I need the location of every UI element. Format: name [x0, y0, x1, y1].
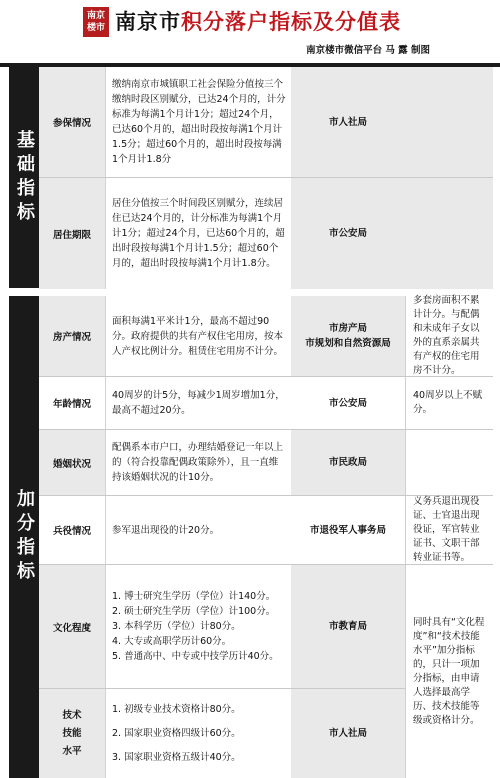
row-note-text: 义务兵退出现役证、士官退出现役证，军官转业证书、文职干部转业证书等。	[413, 496, 480, 563]
table-row	[39, 377, 493, 430]
row-label: 居住期限	[52, 229, 91, 241]
table-row	[39, 67, 493, 177]
row-department-primary: 市房产局	[328, 323, 367, 334]
row-department	[291, 296, 405, 376]
row-note-text: 多套房面积不累计计分。与配偶和未成年子女以外的直系亲属共有产权的住宅用房不计分。	[413, 295, 480, 376]
row-department: 市人社局	[328, 116, 367, 128]
skill-points-list	[112, 698, 287, 770]
list-item: 2. 国家职业资格四级计60分。	[112, 727, 241, 739]
row-department: 市人社局	[328, 728, 367, 739]
education-points-list	[112, 589, 287, 664]
table-row	[39, 177, 493, 289]
merged-note-text: 同时具有“文化程度”和“技术技能水平”加分指标的，只计一项加分指标，由申请人选择最高学历、技术技能等级或资格计分。	[413, 616, 485, 726]
row-label-line: 水平	[62, 745, 82, 757]
row-note	[405, 430, 493, 495]
row-description	[105, 689, 291, 778]
logo-line-1: 南京	[86, 11, 105, 21]
row-description-text: 参军退出现役的计20分。	[112, 524, 220, 536]
merged-note	[405, 565, 493, 778]
row-label: 参保情况	[52, 118, 91, 129]
category-bonus	[9, 296, 39, 778]
table-row	[39, 430, 493, 496]
page-header	[0, 0, 500, 62]
row-label: 兵役情况	[52, 526, 91, 537]
table-row	[39, 296, 493, 377]
row-description	[105, 430, 291, 495]
row-note	[405, 377, 493, 429]
row-label: 文化程度	[52, 622, 91, 634]
row-department: 市民政局	[328, 457, 367, 468]
row-label: 房产情况	[52, 332, 91, 343]
row-department-secondary: 市规划和自然资源局	[305, 338, 391, 349]
category-basic	[9, 67, 39, 288]
row-label-line: 技能	[62, 727, 82, 739]
row-description	[105, 496, 291, 564]
title-black-part: 南京市	[115, 10, 181, 34]
page-title	[115, 6, 401, 36]
row-note-text: 40周岁以上不赋分。	[413, 390, 483, 415]
row-department: 市公安局	[328, 228, 367, 239]
title-red-part: 积分落户指标及分值表	[181, 10, 401, 34]
list-item: 3. 本科学历（学位）计80分。	[112, 621, 241, 632]
row-department: 市退役军人事务局	[309, 524, 386, 536]
row-description-text: 面积每满1平米计1分，最高不超过90分。政府提供的共有产权住宅用房，按本人产权比例计分。租赁住宅用房不计分。	[112, 315, 284, 357]
row-label: 婚姻状况	[52, 458, 91, 470]
table-row	[39, 496, 493, 565]
list-item: 1. 初级专业技术资格计80分。	[112, 703, 241, 715]
row-description-text: 居住分值按三个时间段区别赋分，连续居住已达24个月的，计分标准为每满1个月计1分；超过24个月，已达60个月的，超出时段按每满1个月计1.5分；超过60个月的，超出时段按每满1个月计1.8分。	[112, 198, 285, 269]
row-description	[105, 377, 291, 429]
row-department: 市公安局	[328, 397, 367, 409]
row-label: 年龄情况	[52, 399, 91, 410]
category-basic-label: 基础指标	[14, 129, 35, 226]
logo-line-2: 楼市	[86, 23, 105, 33]
row-description	[105, 565, 291, 688]
row-note	[405, 496, 493, 564]
row-label-line: 技术	[62, 709, 82, 721]
row-label	[39, 689, 105, 778]
list-item: 5. 普通高中、中专或中技学历计40分。	[112, 651, 279, 662]
row-department: 市教育局	[328, 621, 367, 632]
credit-line: 南京楼市微信平台 马 露 制图	[306, 45, 430, 56]
row-description-text: 配偶系本市户口，办理结婚登记一年以上的（符合投靠配偶政策除外），且一直维持该婚姻状况的计10分。	[112, 442, 284, 483]
category-bonus-label: 加分指标	[14, 489, 35, 585]
row-description-text: 缴纳南京市城镇职工社会保险分值按三个缴纳时段区别赋分，已达24个月的，计分标准为每满1个月计1分；超过24个月，已达60个月的，超出时段按每满1个月计1.5分；超过60个月的，超出时段按每满1个月计1.8分	[112, 79, 286, 165]
list-item: 3. 国家职业资格五级计40分。	[112, 751, 241, 763]
row-description	[105, 296, 291, 376]
row-note	[405, 296, 493, 376]
row-description-text: 40周岁的计5分，每减少1周岁增加1分，最高不超过20分。	[112, 390, 285, 416]
list-item: 1. 博士研究生学历（学位）计140分。	[112, 591, 276, 602]
row-description	[105, 67, 291, 177]
brand-logo	[83, 7, 109, 37]
row-description	[105, 178, 291, 289]
list-item: 4. 大专或高职学历计60分。	[112, 636, 232, 647]
list-item: 2. 硕士研究生学历（学位）计100分。	[112, 606, 276, 617]
